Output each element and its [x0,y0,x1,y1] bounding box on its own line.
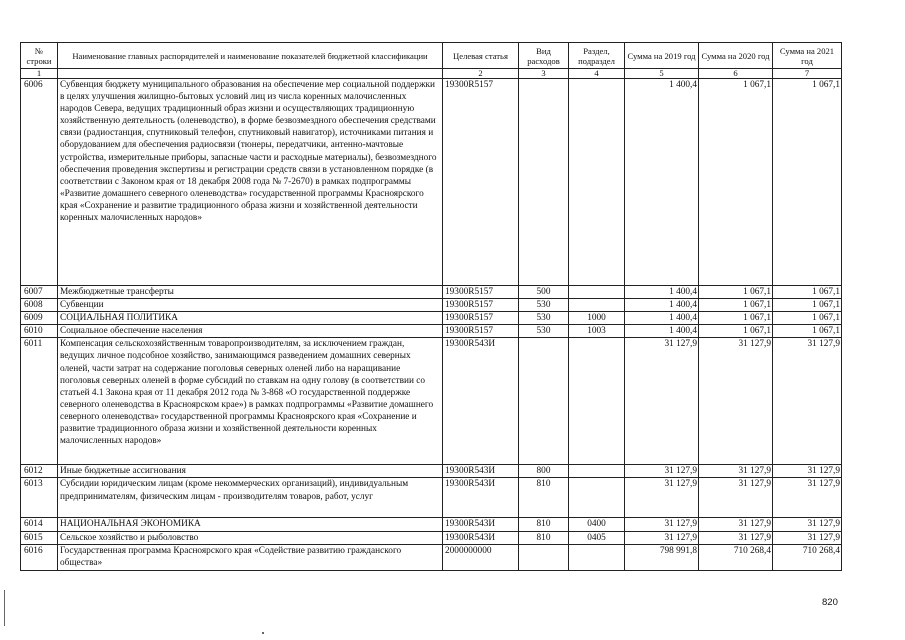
sum-2020-cell: 1 067,1 [699,286,773,299]
name-cell: Сельское хозяйство и рыболовство [58,531,443,544]
header-sum-2019: Сумма на 2019 год [625,43,699,69]
target-article-cell: 19300R5157 [443,299,519,312]
table-row [21,518,842,531]
section-cell [569,299,625,312]
header-sum-2020: Сумма на 2020 год [699,43,773,69]
row-number-cell: 6006 [21,79,58,286]
name-cell: Субсидии юридическим лицам (кроме некоммерческих организаций), индивидуальным предпринимателям, физическим лицам - производителям товаров, работ, услуг [58,478,443,518]
table-row [21,286,842,299]
sum-2020-cell: 31 127,9 [699,478,773,518]
table-row [21,544,842,570]
target-article-cell: 19300R5157 [443,286,519,299]
table-row [21,79,842,286]
sum-2021-cell: 1 067,1 [773,312,842,325]
sum-2021-cell: 31 127,9 [773,531,842,544]
budget-table [20,42,842,571]
sum-2020-cell: 1 067,1 [699,325,773,338]
sum-2020-cell: 31 127,9 [699,338,773,465]
target-article-cell: 19300R543И [443,478,519,518]
target-article-cell: 19300R5157 [443,325,519,338]
sum-2021-cell: 31 127,9 [773,518,842,531]
index-cell: 7 [773,69,842,79]
row-number-cell: 6010 [21,325,58,338]
expense-type-cell: 800 [519,465,569,478]
expense-type-cell: 530 [519,312,569,325]
row-number-cell: 6012 [21,465,58,478]
table-row [21,325,842,338]
section-cell [569,544,625,570]
row-number-cell: 6016 [21,544,58,570]
sum-2019-cell: 1 400,4 [625,79,699,286]
target-article-cell: 19300R5157 [443,79,519,286]
index-cell: 3 [519,69,569,79]
sum-2021-cell: 1 067,1 [773,79,842,286]
sum-2021-cell: 31 127,9 [773,338,842,465]
name-cell: НАЦИОНАЛЬНАЯ ЭКОНОМИКА [58,518,443,531]
header-section: Раздел, подраздел [569,43,625,69]
section-cell [569,478,625,518]
expense-type-cell: 530 [519,299,569,312]
section-cell: 1003 [569,325,625,338]
sum-2020-cell: 31 127,9 [699,531,773,544]
target-article-cell: 2000000000 [443,544,519,570]
sum-2019-cell: 31 127,9 [625,465,699,478]
sum-2019-cell: 31 127,9 [625,478,699,518]
margin-mark [4,590,5,626]
header-row-number: № строки [21,43,58,69]
index-cell: 4 [569,69,625,79]
sum-2020-cell: 1 067,1 [699,299,773,312]
target-article-cell: 19300R543И [443,338,519,465]
sum-2021-cell: 710 268,4 [773,544,842,570]
expense-type-cell [519,338,569,465]
name-cell: Государственная программа Красноярского края «Содействие развитию гражданского общества» [58,544,443,570]
sum-2021-cell: 1 067,1 [773,286,842,299]
header-row [21,43,842,69]
expense-type-cell: 810 [519,531,569,544]
budget-table-sheet [20,42,841,571]
sum-2019-cell: 31 127,9 [625,338,699,465]
sum-2021-cell: 31 127,9 [773,478,842,518]
name-cell: Иные бюджетные ассигнования [58,465,443,478]
expense-type-cell [519,79,569,286]
sum-2019-cell: 1 400,4 [625,312,699,325]
sum-2020-cell: 1 067,1 [699,312,773,325]
expense-type-cell: 810 [519,518,569,531]
table-row [21,465,842,478]
section-cell: 0400 [569,518,625,531]
name-cell: Социальное обеспечение населения [58,325,443,338]
sum-2019-cell: 31 127,9 [625,531,699,544]
table-row [21,531,842,544]
section-cell [569,465,625,478]
target-article-cell: 19300R543И [443,465,519,478]
sum-2019-cell: 798 991,8 [625,544,699,570]
sum-2019-cell: 1 400,4 [625,286,699,299]
sum-2020-cell: 710 268,4 [699,544,773,570]
section-cell: 1000 [569,312,625,325]
sum-2020-cell: 31 127,9 [699,465,773,478]
sum-2019-cell: 1 400,4 [625,325,699,338]
target-article-cell: 19300R543И [443,531,519,544]
header-expense-type: Вид расходов [519,43,569,69]
index-cell: 6 [699,69,773,79]
target-article-cell: 19300R543И [443,518,519,531]
row-number-cell: 6015 [21,531,58,544]
name-cell: Субвенции [58,299,443,312]
row-number-cell: 6013 [21,478,58,518]
table-row [21,299,842,312]
expense-type-cell [519,544,569,570]
sum-2021-cell: 1 067,1 [773,299,842,312]
name-cell: СОЦИАЛЬНАЯ ПОЛИТИКА [58,312,443,325]
table-row [21,478,842,518]
section-cell [569,338,625,465]
table-row [21,338,842,465]
row-number-cell: 6008 [21,299,58,312]
row-number-cell: 6009 [21,312,58,325]
section-cell [569,79,625,286]
table-row [21,312,842,325]
target-article-cell: 19300R5157 [443,312,519,325]
name-cell: Субвенция бюджету муниципального образования на обеспечение мер социальной поддержки в целях улучшения жилищно-бытовых условий лиц из числа коренных малочисленных народов Севера, ведущих традиционный образ жизни и осуществляющих традиционную хозяйственную деятельность (оленеводство), в форме безвозмездного обеспечения средствами связи (радиостанция, спутниковый телефон, спутниковый навигатор), источниками питания и оборудованием для обеспечения радиосвязи (тюнеры, передатчики, антенно-мачтовые устройства, измерительные приборы, запасные части и расходные материалы), безвозмездного обеспечения проведения экспертизы и регистрации средств связи в установленном порядке (в соответствии с Законом края от 18 декабря 2008 года № 7-2670) в рамках подпрограммы «Развитие домашнего северного оленеводства» государственной программы Красноярского края «Сохранение и развитие традиционного образа жизни и хозяйственной деятельности коренных малочисленных народов» [58,79,443,286]
sum-2019-cell: 1 400,4 [625,299,699,312]
sum-2020-cell: 1 067,1 [699,79,773,286]
name-cell: Межбюджетные трансферты [58,286,443,299]
header-target-article: Целевая статья [443,43,519,69]
sum-2021-cell: 31 127,9 [773,465,842,478]
index-cell: 2 [443,69,519,79]
sum-2020-cell: 31 127,9 [699,518,773,531]
section-cell: 0405 [569,531,625,544]
section-cell [569,286,625,299]
scan-speck [262,632,264,634]
row-number-cell: 6007 [21,286,58,299]
page-number: 820 [822,597,838,608]
row-number-cell: 6014 [21,518,58,531]
expense-type-cell: 810 [519,478,569,518]
header-name: Наименование главных распорядителей и наименование показателей бюджетной классификации [58,43,443,69]
index-cell: 5 [625,69,699,79]
expense-type-cell: 530 [519,325,569,338]
header-sum-2021: Сумма на 2021 год [773,43,842,69]
sum-2019-cell: 31 127,9 [625,518,699,531]
column-index-row [21,69,842,79]
row-number-cell: 6011 [21,338,58,465]
name-cell: Компенсация сельскохозяйственным товаропроизводителям, за исключением граждан, ведущих личное подсобное хозяйство, занимающимся разведением домашних северных оленей, части затрат на содержание поголовья северных оленей либо на наращивание поголовья северных оленей в форме субсидий по ставкам на одну голову (в соответствии со статьей 4.1 Закона края от 11 декабря 2012 года № 3-868 «О государственной поддержке северного оленеводства в Красноярском крае») в рамках подпрограммы «Развитие домашнего северного оленеводства» государственной программы Красноярского края «Сохранение и развитие традиционного образа жизни и хозяйственной деятельности коренных малочисленных народов» [58,338,443,465]
sum-2021-cell: 1 067,1 [773,325,842,338]
index-cell [58,69,443,79]
table-body [21,79,842,571]
expense-type-cell: 500 [519,286,569,299]
index-cell: 1 [21,69,58,79]
